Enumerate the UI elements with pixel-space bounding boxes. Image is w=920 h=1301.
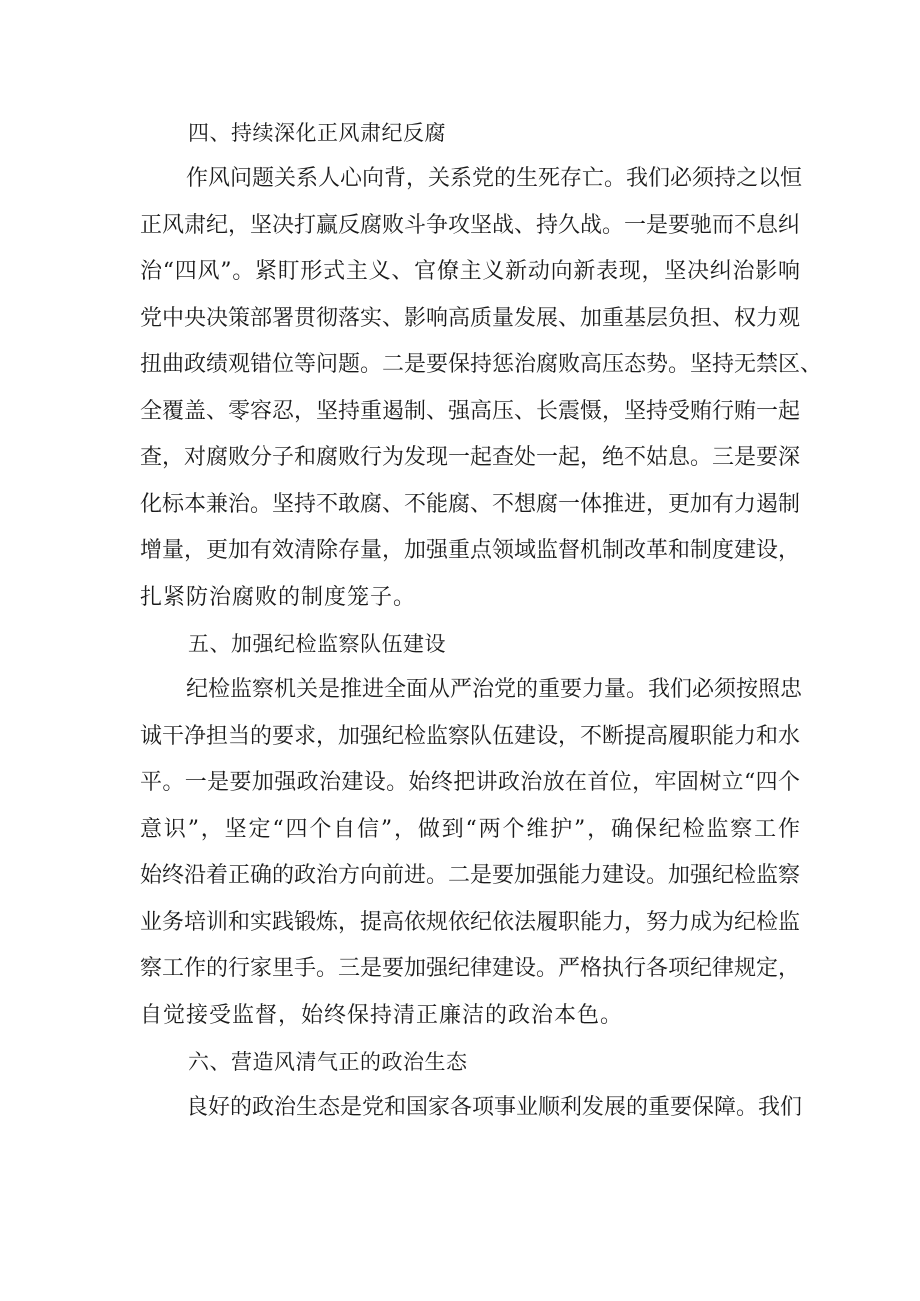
section-4 [140, 110, 823, 621]
section-paragraph [140, 156, 823, 621]
paragraph-line: 始终沿着正确的政治方向前进。二是要加强能力建设。加强纪检监察 [140, 863, 801, 888]
paragraph-line: 党中央决策部署贯彻落实、影响高质量发展、加重基层负担、权力观 [140, 305, 801, 331]
paragraph-line: 良好的政治生态是党和国家各项事业顺利发展的重要保障。我们 [186, 1095, 803, 1120]
paragraph-line: 全覆盖、零容忍，坚持重遏制、强高压、长震慑，坚持受贿行贿一起 [140, 398, 801, 424]
section-5 [140, 621, 803, 1039]
paragraph-line: 自觉接受监督，始终保持清正廉洁的政治本色。 [140, 1002, 624, 1028]
paragraph-line: 扎紧防治腐败的制度笼子。 [140, 584, 417, 610]
section-6 [140, 1039, 803, 1132]
section-heading: 四、持续深化正风肃纪反腐 [188, 121, 446, 145]
paragraph-line: 平。一是要加强政治建设。始终把讲政治放在首位，牢固树立“四个 [140, 770, 800, 795]
section-heading: 五、加强纪检监察队伍建设 [188, 632, 446, 656]
paragraph-line: 业务培训和实践锻炼，提高依规依纪依法履职能力，努力成为纪检监 [140, 909, 801, 935]
paragraph-line: 正风肃纪，坚决打赢反腐败斗争攻坚战、持久战。一是要驰而不息纠 [140, 212, 801, 238]
section-paragraph [140, 667, 803, 1039]
paragraph-line: 纪检监察机关是推进全面从严治党的重要力量。我们必须按照忠 [186, 677, 803, 702]
paragraph-line: 查，对腐败分子和腐败行为发现一起查处一起，绝不姑息。三是要深 [140, 445, 801, 470]
section-heading: 六、营造风清气正的政治生态 [188, 1050, 468, 1074]
paragraph-line: 增量，更加有效清除存量，加强重点领域监督机制改革和制度建设， [140, 538, 801, 563]
paragraph-line: 作风问题关系人心向背，关系党的生死存亡。我们必须持之以恒 [186, 166, 803, 191]
document-body [140, 110, 823, 1132]
section-paragraph [140, 1085, 803, 1132]
paragraph-line: 治“四风”。紧盯形式主义、官僚主义新动向新表现，坚决纠治影响 [140, 259, 800, 284]
paragraph-line: 化标本兼治。坚持不敢腐、不能腐、不想腐一体推进，更加有力遏制 [140, 491, 801, 517]
paragraph-line: 意识”，坚定“四个自信”，做到“两个维护”，确保纪检监察工作 [140, 816, 800, 842]
paragraph-line: 诚干净担当的要求，加强纪检监察队伍建设，不断提高履职能力和水 [140, 723, 801, 749]
paragraph-line: 扭曲政绩观错位等问题。二是要保持惩治腐败高压态势。坚持无禁区、 [140, 352, 823, 377]
paragraph-line: 察工作的行家里手。三是要加强纪律建设。严格执行各项纪律规定， [140, 956, 801, 981]
